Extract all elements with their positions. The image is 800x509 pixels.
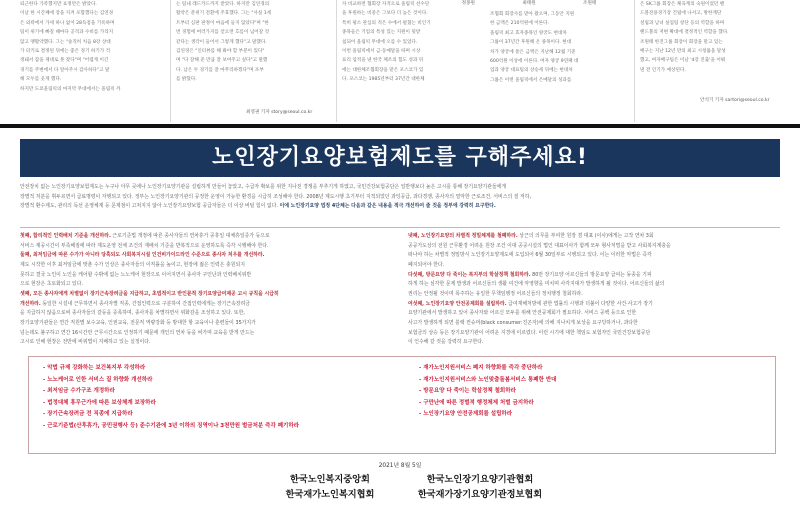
demand-line <box>20 290 392 300</box>
article-line: 은 외곽에서 가세 하나 없이 28득점을 기록하며 <box>20 20 115 26</box>
demand-line <box>408 251 780 261</box>
demand-line <box>408 319 780 329</box>
article-line: 올림픽 최고 효자종목인 양궁도 현대차 <box>490 30 567 36</box>
demand-line <box>20 261 392 271</box>
slogan-item: - 재가노인지원서비스와 노인맞춤돌봄서비스 통폐한 반대 <box>419 376 557 383</box>
article-line: 표리 업적을 낸 한국 체조의 힘도 성과 뒤 <box>342 58 424 64</box>
slogans-right <box>419 363 556 421</box>
article-line: 않고 맹활약했다. 그는 "솔직히 처음 8강 상대 <box>20 39 111 45</box>
article-column-2 <box>176 0 322 85</box>
article-line: 자 비교하면 협회장 자격으로 올림픽 선수단 <box>342 2 430 7</box>
demand-text: 80만 장기요양 어르신들의 방문요양 급여는 동종을 기피 <box>530 271 652 278</box>
demand-line <box>20 271 392 281</box>
article-column-3 <box>342 0 490 85</box>
demand-heading: 둘째, 최저임금에 따른 수가가 아니라 당혹되도 사회복지시설 인건비가이드라인 수준으로 종사자 처우를 개선하라. <box>20 252 265 259</box>
article-line: 다. 남은 두 경기를 잘 마무리하겠다"며 포부 <box>176 67 264 73</box>
slogan-item: - 장기근속장려금 전 직종에 지급하라 <box>43 411 133 417</box>
ad-divider <box>20 227 780 228</box>
demand-heading: 다섯째, 방문요양 다 죽이는 복지부의 학살정책 철회하라. <box>408 271 531 278</box>
slogan-item: - 법정대체 휴무근가에 따른 보상체계 보장하라 <box>43 399 156 406</box>
demand-line <box>20 251 392 261</box>
article-line: 차가 양궁에 쏟은 금액은 지난해 12월 기준 <box>490 49 576 55</box>
demand-line <box>408 280 780 290</box>
demand-heading: 셋째, 모든 종사자에게 차별없이 장기근속장려금을 지급하고, 초법적이고 반인륜적 장기요양급여제공 고시 규칙을 시급히 <box>20 290 279 297</box>
demands-right-column <box>408 232 780 348</box>
demand-text: 근로기준법 개정에 따른 종사자들의 연차휴가 공휴일 대체휴일증가 등으로 <box>110 233 270 239</box>
demands-left-column <box>20 232 392 348</box>
article-section <box>0 0 800 124</box>
demand-line <box>408 261 780 271</box>
article-line: 정돼서 잠을 제대로 못 잤다"며 "어렵게 이긴 <box>20 58 109 64</box>
demand-text: 하게 하는 심각한 문제 발생과 어르신들의 생활 여건에 악영향을 미치며 사각지대가 발생하게 될 것이다. 어르신들의 삶의 <box>408 281 665 288</box>
article-line: 를 밝혔다. <box>176 77 197 83</box>
article-line: 그룹은 이번 올림픽에서 은메달의 성과를 <box>490 77 572 83</box>
demand-text: 으로 현장은 초토화되고 있다. <box>20 281 83 288</box>
article-line: 에는 대한체조협회장을 맡은 포스코가 있 <box>342 67 424 73</box>
article-line: 업과 양궁 대표팀의 상승세 뒤에는 현대차 <box>490 68 573 74</box>
column-divider <box>336 0 337 122</box>
slogan-item: - 노인장기요양 안전공제회를 설립하라 <box>419 411 513 417</box>
demand-line <box>20 232 392 242</box>
article-line: 설립과 남녀 실업팀 창단 등의 역할을 하며 <box>640 20 725 26</box>
article-line: 드볼전용경기장 건립에 나서고, 방한재단 <box>640 11 722 17</box>
demand-text: 떠나야 하는 차별적 정밀방식 노인장기요양제도에 도입되어 6월 30일부로 시행되고 있다. 이는 이러한 악법은 즉각 <box>408 252 652 259</box>
table-cell: 조원태 <box>583 1 597 6</box>
slogan-item: - 최저임금 수가구조 개정하라 <box>43 388 115 394</box>
demand-line <box>408 232 780 242</box>
demand-text: 폐지되어야 한다. <box>408 261 445 268</box>
article-line: 같다는 생각이 들어서 그렇게 했다"고 말했다. <box>176 39 267 45</box>
article-column-4 <box>490 10 630 85</box>
demand-text: 을 지급하지 않음으로써 종사자들의 갈등을 증폭하며, 종사자를 차별하면서 위화감을 조성하고 있다. 또한, <box>20 310 245 317</box>
demand-line <box>408 271 780 281</box>
intro-line <box>20 202 780 212</box>
demand-heading: 여섯째, 노인장기요양 안전공제회를 설립하라. <box>408 300 507 307</box>
demand-text: 상근의 의무를 부여한 원장 겸 대표 (이사)에게는 고작 연차 3회 <box>517 233 654 239</box>
article-line: 한 금액은 210억원에 이른다. <box>490 21 549 27</box>
organization-name: 한국노인장기요양기관협회 <box>426 474 534 485</box>
article-line: 침되어 올림픽 무대에 오를 수 있었다. <box>342 39 418 45</box>
slogan-box <box>28 356 776 454</box>
article-line: 가 터키로 결정된 뒤에는 좋은 경기 하기가 걱 <box>20 49 111 55</box>
demand-line <box>408 290 780 300</box>
slogan-item: - 구만난에 따른 정벌적 행정체제 처벌 금지하라 <box>419 399 534 406</box>
demand-line <box>20 329 392 339</box>
demand-line <box>408 242 780 252</box>
article-line: 을 후원하는 비중은 그보다 더 높은 것이다. <box>342 11 428 17</box>
article-line: 퇴근한다 가족했지만 표정만은 밝았다. <box>20 2 97 7</box>
article-column-5 <box>640 0 780 75</box>
signatory-organizations <box>260 472 550 502</box>
intro-text: 장별적 환수제도, 관리의 독선 운영체계 등 문제점이 고쳐지지 않아 노인장기요양보험 공급자들은 더 이상 버틸 힘이 없다. <box>20 203 278 210</box>
intro-highlight: 이에 노인장기요양 법정 4단체는 다음과 같은 내용을 적극 개선하여 줄 것을 정부에 강력히 요구한다. <box>279 203 496 210</box>
demand-text: 사고가 발생하게 되면 블랙 컨슈머(black consumer:진곤자)에 의해 지나치게 보상을 요구당하거나, 과다한 <box>408 319 638 326</box>
demand-line <box>408 309 780 319</box>
advertisement <box>20 139 780 503</box>
demand-line <box>20 242 392 252</box>
demand-text: 이 인수해 갈 것을 강력히 요구한다. <box>408 339 484 346</box>
demand-text: 동일한 시설내 근무하면서 종사자별 직종, 간접인력으로 구분하여 간접인력에게는 장기근속장려금 <box>40 300 251 307</box>
ad-date: 2021년 8월 5일 <box>378 463 422 469</box>
demand-heading: 넷째, 노인장기요양의 차별적 정밀체계를 철폐하라. <box>408 233 518 239</box>
article-line: 팀이 위기에 빠질 때마다 공격과 수비를 가리지 <box>20 30 114 36</box>
article-column-1 <box>20 0 166 94</box>
article-line: 배구는 지난 12년 만의 최고 시청률을 달성 <box>640 49 726 55</box>
article-line: 핸드볼의 저변 확대에 결정적인 역할을 했다. <box>640 30 729 36</box>
article-line: 했고, 여자배구팀은 이날 '4강 진출'을 이뤄 <box>640 58 726 64</box>
demand-line <box>20 319 392 329</box>
demand-text: 보험금의 상승 등은 장기요양기관이 어려운 지경에 이르렀다. 이런 시기에 대한 책임도 보험자인 국민건강보험공단 <box>408 329 651 336</box>
article-line: 그룹이 37년간 후원해 온 종목이다. 현대 <box>490 40 572 46</box>
section-divider <box>0 124 800 128</box>
article-line: 해 모두를 웃게 했다. <box>20 77 62 83</box>
demand-text: 공공가도상의 전원 근무환경 어려운 원장 조건 이대 공공시설의 법인 대표이사가 함께 모두 형사처벌을 받고 사회복지계층을 <box>408 242 671 249</box>
demand-heading: 개선하라. <box>20 300 41 307</box>
table-cell: 정몽원 <box>461 1 475 6</box>
demand-line <box>20 309 392 319</box>
article-line: 종목들은 기업의 특성 있는 지원이 뒷받 <box>342 30 421 36</box>
demand-text: 넘는데도 불구하고 연간 16시간만 근무시간으로 인정하기 때문에 개인의 연차 등을 써가며 교육을 받게 만드는 <box>20 329 255 336</box>
column-divider <box>170 0 171 122</box>
chairman-table <box>438 0 620 8</box>
demand-text: 요양기관에서 발생하고 있어 종사자와 어르신 모두를 위해 안전공제회가 필요하다. 서비스 공백 등으로 인한 <box>408 310 637 317</box>
slogan-item: - 악법 규제 강화하는 보건복지부 각성하라 <box>43 365 146 371</box>
article-line: 다. 포스코는 1985년부터 37년간 대한체 <box>342 77 425 83</box>
demand-text: 장기요양기관들은 연간 직원별 보수교육, 인권교육, 전문직 역량강화 등 방대한 항 교육이나 훈련들이 35가지가 <box>20 319 256 326</box>
demand-text: 권리는 안정될 것이며 폭주하는 유일한 무책임행정 어르신들의 정치행정 철회하라. <box>408 290 583 297</box>
demand-line <box>20 338 392 348</box>
article-line: 조원태 한진그룹 회장이 회장을 맡고 있는 <box>640 39 723 45</box>
article-line: 조협회 회장사를 맡아 왔으며, 그동안 지원 <box>490 12 575 17</box>
slogan-item: - 재가노인지원서비스 폐지 하향화를 즉각 중단하라 <box>419 365 543 371</box>
intro-line: 장별적 처분을 휘두르면서 급료명령이 자행되고 있다. 정부는 노인장기요양기관의 공정한 운영이 가능한 환경을 시급히 조성해야 한다. 2008년 제도시행 초기부터 지적되었던 과잉공급, 과다경쟁, 종사자의 열악한 근로조건, 서비스의 질 저하, <box>20 193 532 200</box>
demand-text: 못하고 결국 노인이 노인을 케어할 수밖에 없는 노노케어 현장으로 이어지면서 종사자 구인난과 인력배치위반 <box>20 271 252 278</box>
organization-name: 한국재가장기요양기관정보협회 <box>417 489 543 500</box>
demand-line <box>408 338 780 348</box>
article-line: 특히 평소 관심의 적은 수에서 펼쳤는 비인기 <box>342 20 431 26</box>
demand-line <box>20 300 392 310</box>
organization-name: 한국재가노인복지협회 <box>285 489 375 500</box>
ad-intro <box>20 183 780 212</box>
demand-text: 서비스 제공시간이 부족해짐에 따라 제도운영 전체 조건의 재배치 기준을 반복적으로 운영하도록 즉각 시행해야 한다. <box>20 242 269 249</box>
article-line: 이번 올림픽에서 금·동메달을 따며 시상 <box>342 49 421 55</box>
table-cell: 최태원 <box>522 1 536 6</box>
article-line: 활약은 분위기 전환에 주효했다. 그는 "사실 1세 <box>176 11 272 17</box>
demand-line <box>408 329 780 339</box>
slogan-item: - 노노케어로 인한 서비스 질 하향화 개선하라 <box>43 376 153 383</box>
article-line: 번 경험에 여러가지를 얻으면 흐름이 넘어갈 것 <box>176 30 270 36</box>
intro-line: 안전장치 없는 노인장기요양보험제도는 누구나 아무 곳에나 노인장기요양기관을 설립하게 만들어 놓았고, 수급자 확보를 위한 지나친 경쟁을 부추기게 하였고, 국민건강보험공단은 일반행보다 높은 고시를 통해 장기요양기관들에게 <box>20 184 507 190</box>
byline: 최영권 기자 story@seoul.co.kr <box>246 110 313 115</box>
article-line: 600억원 이상에 이른다. 여자 양궁 9연패 대 <box>490 59 579 65</box>
demand-line <box>20 280 392 290</box>
slogan-item: - 방문요양 다 죽이는 학살정책 철회하라 <box>419 388 516 394</box>
article-line: 는 팀내 레드카드까지 받았다. 하지만 김연경의 <box>176 2 270 7</box>
demand-text: 제도 시작한 이후 최저임금에 맞춘 수가 인상은 종사자들의 이직률을 높이고, 현장에 젊은 인력은 충원되지 <box>20 261 245 268</box>
demand-line <box>408 300 780 310</box>
organization-name: 한국노인복지중앙회 <box>290 474 370 485</box>
article-line: 트부터 심판 판정이 마음에 들지 않았다"며 "한 <box>176 20 269 26</box>
byline: 안석기 기자 sartori@seoul.co.kr <box>700 98 770 103</box>
article-line: 며 "다 잘해 준 만큼 잘 보여주고 싶다"고 말했 <box>176 58 268 64</box>
article-line: 이날 한 시간째에 장을 지켜 포함했다는 김연경 <box>20 11 114 17</box>
demand-text: 급여재해처방에 관한 법률의 시행과 더불어 다양한 사건·사고가 장기 <box>506 300 653 307</box>
article-line: 낸 전 인기가 예상된다. <box>640 67 686 73</box>
article-line: 하지만 도쿄올림픽의 마지막 무대에서는 올림픽 까 <box>20 86 121 92</box>
column-divider <box>634 0 635 122</box>
article-line: 경기를 주변에서 다 알아주시 감사하다"고 말 <box>20 67 110 73</box>
slogans-left <box>43 363 299 432</box>
demand-text: 고시로 인해 현장은 전반에 비위법이 지배하고 있는 실정이다. <box>20 339 151 346</box>
ad-headline: 노인장기요양보험제도를 구해주세요! <box>20 139 780 177</box>
article-line: 김연경은 "인터뷰를 해 봐야 할 부분이 있다" <box>176 49 265 55</box>
slogan-item: - 근로기준법(산후휴가, 공민권행사 등) 준수기관에 3년 이하의 징역이나 3천만원 벌금처분 즉각 폐기하라 <box>43 422 299 429</box>
demand-heading: 첫째, 합리적인 인력배치 기준을 개선하라. <box>20 233 111 239</box>
article-line: 은 SK그룹 회장은 체육계의 숙원이었던 핸 <box>640 2 725 7</box>
